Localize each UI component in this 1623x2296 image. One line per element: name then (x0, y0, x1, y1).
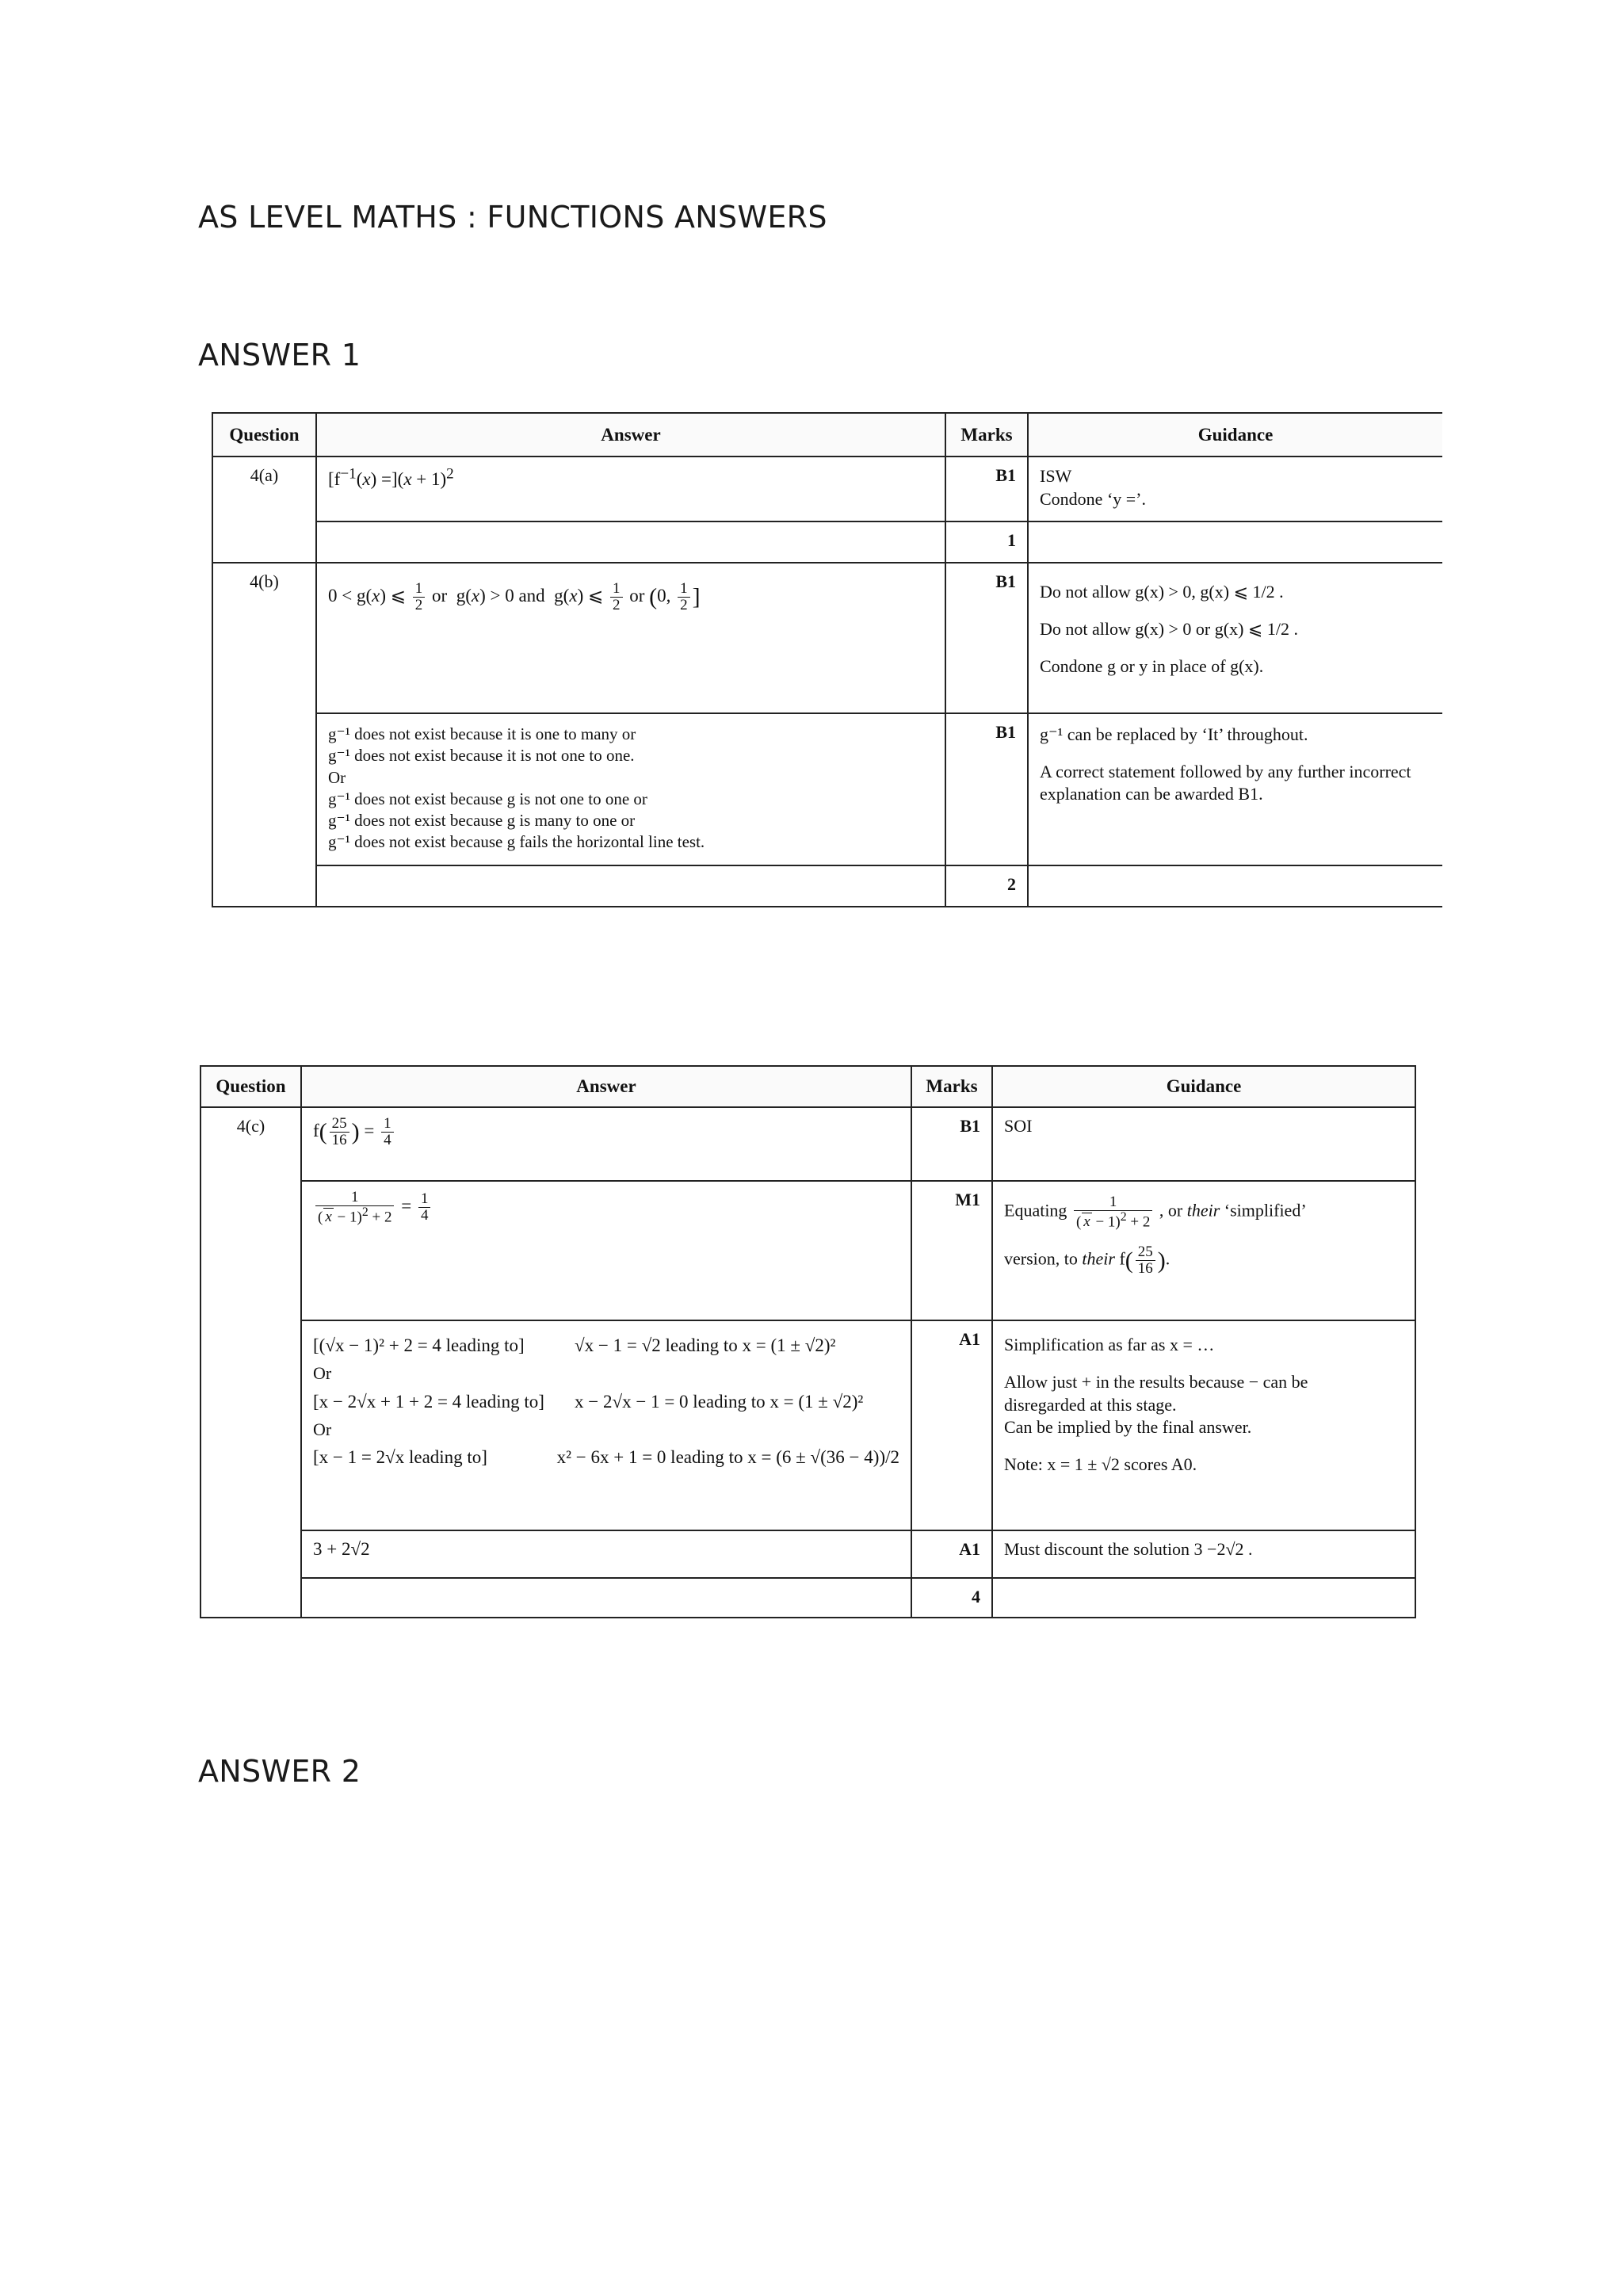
guidance-line: Can be implied by the final answer. (1004, 1417, 1252, 1438)
header-guidance: Guidance (1028, 413, 1442, 457)
answer-line: g⁻¹ does not exist because it is one to many or (328, 724, 636, 743)
mark-scheme-table-2 (200, 1065, 1416, 1618)
guidance-line: explanation can be awarded B1. (1040, 784, 1263, 804)
answer-4b-range: 0 < g(x) ⩽ $\frac{1}{2}$ or g(x) > 0 and g(x) ⩽ $\frac{1}{2}$ or (0, $\frac{1}{2}$ ] (316, 563, 945, 713)
header-question: Question (200, 1066, 301, 1107)
step3-left-line: [x − 1 = 2√x leading to] (313, 1447, 487, 1468)
question-4b: 4(b) (212, 563, 316, 907)
question-4c: 4(c) (200, 1107, 301, 1618)
mark-4c-1: B1 (911, 1107, 992, 1181)
answer-4b-total-blank (316, 865, 945, 907)
mark-4b-2: B1 (945, 713, 1028, 865)
answer-4c-total-blank (301, 1578, 911, 1618)
answer-1-heading: ANSWER 1 (198, 338, 361, 372)
guidance-line: g⁻¹ can be replaced by ‘It’ throughout. (1040, 724, 1308, 744)
guidance-line: disregarded at this stage. (1004, 1394, 1177, 1415)
guidance-4a (1028, 457, 1442, 521)
step3-or: Or (313, 1419, 332, 1439)
guidance-line: A correct statement followed by any further incorrect (1040, 761, 1411, 781)
mark-4c-4: A1 (911, 1530, 992, 1578)
guidance-line: Allow just + in the results because − can be (1004, 1372, 1308, 1392)
total-4c: 4 (911, 1578, 992, 1618)
guidance-4c-3 (992, 1320, 1415, 1530)
guidance-4c-total-blank (992, 1578, 1415, 1618)
guidance-line: Condone ‘y =’. (1040, 489, 1146, 510)
header-answer: Answer (301, 1066, 911, 1107)
header-answer: Answer (316, 413, 945, 457)
guidance-4c-2: Equating $\frac{1}{( x - 1)^2 + 2}$ , or their ‘simplified’ version, to their f( $\frac{25}{16}$ ). (992, 1181, 1415, 1320)
header-question: Question (212, 413, 316, 457)
answer-4c-final: 3 + 2√2 (301, 1530, 911, 1578)
mark-scheme-table-1 (212, 412, 1442, 907)
answer-4b-reason (316, 713, 945, 865)
guidance-line: Condone g or y in place of g(x). (1040, 655, 1264, 676)
answer-2-heading: ANSWER 2 (198, 1754, 361, 1789)
answer-4a: $[f^{-1}(x) =](x + 1)^2$ (316, 457, 945, 521)
answer-line: g⁻¹ does not exist because g fails the horizontal line test. (328, 832, 705, 852)
step3-right-line: √x − 1 = √2 leading to x = (1 ± √2)² (575, 1335, 836, 1356)
step3-left-line: [x − 2√x + 1 + 2 = 4 leading to] (313, 1391, 544, 1412)
guidance-line: Note: x = 1 ± √2 scores A0. (1004, 1454, 1197, 1474)
answer-4c-step2: $\frac{1}{( x - 1)^2 + 2}$ = $\frac{1}{4}$ (301, 1181, 911, 1320)
mark-4a: B1 (945, 457, 1028, 521)
guidance-line: ISW (1040, 466, 1072, 487)
answer-4c-step3 (301, 1320, 911, 1530)
guidance-line: Simplification as far as x = … (1004, 1335, 1215, 1355)
guidance-4c-1: SOI (992, 1107, 1415, 1181)
answer-4c-step1: f( $\frac{25}{16}$ ) = $\frac{1}{4}$ (301, 1107, 911, 1181)
guidance-4a-total-blank (1028, 521, 1442, 563)
step3-right-line: x² − 6x + 1 = 0 leading to x = (6 ± √(36 − 4))/2 (556, 1447, 899, 1468)
question-4a: 4(a) (212, 457, 316, 563)
mark-4c-3: A1 (911, 1320, 992, 1530)
header-marks: Marks (945, 413, 1028, 457)
guidance-line: Do not allow g(x) > 0, g(x) ⩽ 1/2 . (1040, 582, 1284, 602)
header-marks: Marks (911, 1066, 992, 1107)
answer-line: Or (328, 767, 346, 787)
step3-or: Or (313, 1363, 332, 1384)
guidance-4b-1 (1028, 563, 1442, 713)
header-guidance: Guidance (992, 1066, 1415, 1107)
mark-4c-2: M1 (911, 1181, 992, 1320)
answer-line: g⁻¹ does not exist because it is not one to one. (328, 746, 635, 766)
mark-4b-1: B1 (945, 563, 1028, 713)
guidance-line: Do not allow g(x) > 0 or g(x) ⩽ 1/2 . (1040, 619, 1298, 640)
step3-right-line: x − 2√x − 1 = 0 leading to x = (1 ± √2)² (575, 1391, 864, 1412)
total-4b: 2 (945, 865, 1028, 907)
guidance-4b-2 (1028, 713, 1442, 865)
total-4a: 1 (945, 521, 1028, 563)
answer-line: g⁻¹ does not exist because g is many to one or (328, 811, 636, 831)
answer-line: g⁻¹ does not exist because g is not one to one or (328, 789, 647, 808)
guidance-4c-4: Must discount the solution 3 −2√2 . (992, 1530, 1415, 1578)
answer-4a-total-blank (316, 521, 945, 563)
guidance-4b-total-blank (1028, 865, 1442, 907)
page-title: AS LEVEL MATHS : FUNCTIONS ANSWERS (198, 200, 827, 235)
step3-left-line: [(√x − 1)² + 2 = 4 leading to] (313, 1335, 525, 1356)
